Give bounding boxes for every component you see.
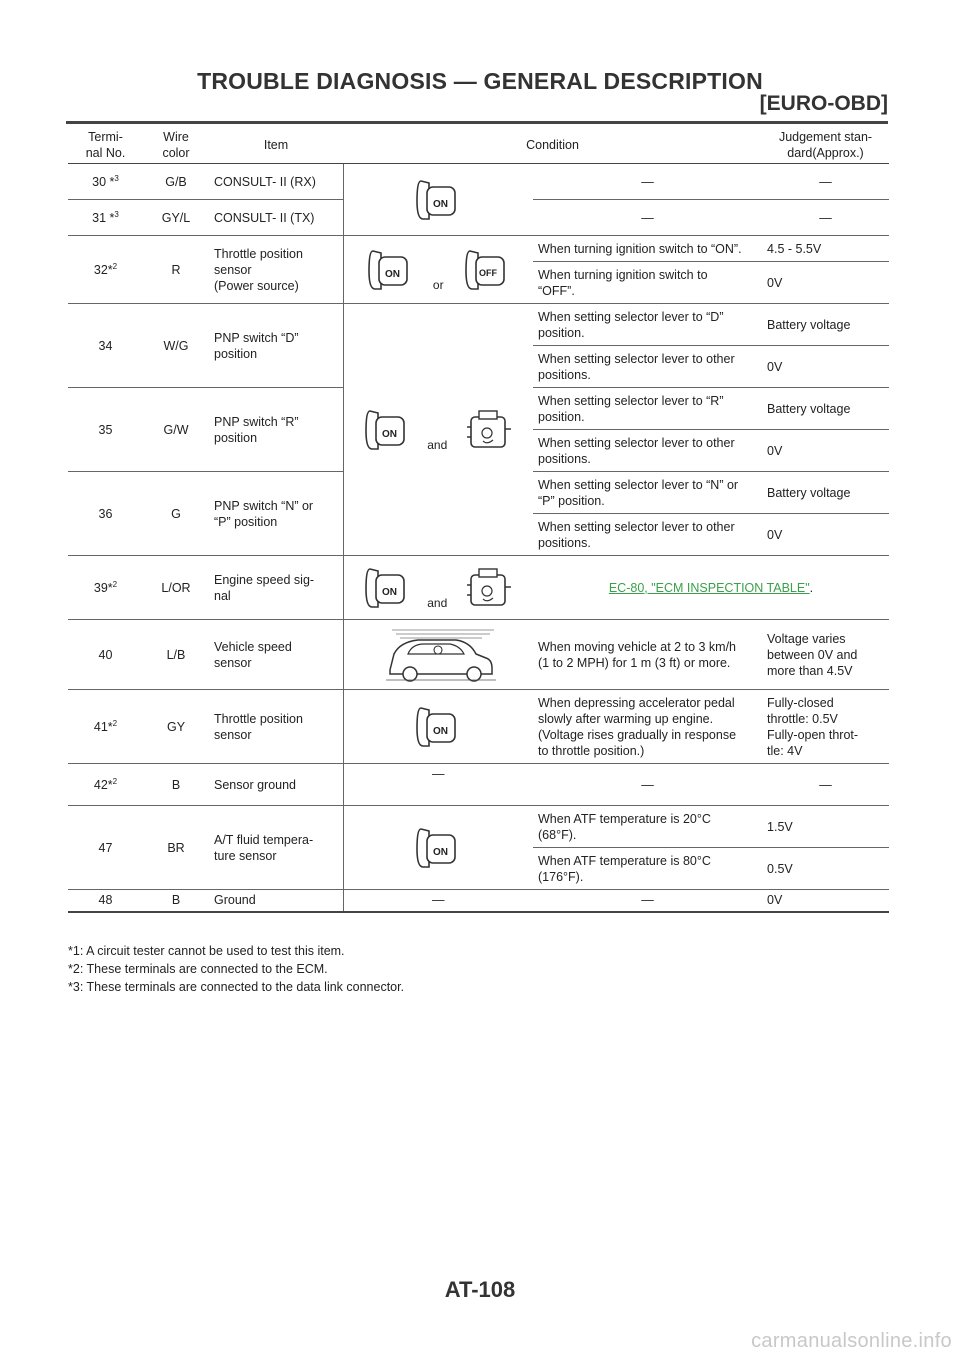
footnotes [68,942,404,996]
header-wire-color: Wire color [143,127,209,164]
wire-color-cell: GY [143,690,209,764]
item-cell: A/T fluid tempera- ture sensor [209,806,343,890]
terminal-cell: 39*$^2$ [68,556,143,620]
condition-cell: When setting selector lever to “N” or “P” position. [533,472,762,514]
page-title: TROUBLE DIAGNOSIS — GENERAL DESCRIPTION [197,68,763,94]
table-row [68,236,889,262]
terminal-cell: 34 [68,304,143,388]
judgement-cell: 1.5V [762,806,889,848]
table-header-row [68,127,889,164]
item-cell: CONSULT- II (RX) [209,164,343,200]
terminal-cell: 47 [68,806,143,890]
ignition-key-on-icon [367,247,413,293]
item-cell: Throttle position sensor [209,690,343,764]
footnote: *3: These terminals are connected to the data link connector. [68,980,405,994]
icon-join-text: and [427,437,448,452]
judgement-cell: Voltage varies between 0V and more than 4.5V [762,620,889,690]
ignition-key-off-icon [464,247,510,293]
wire-color-cell: W/G [143,304,209,388]
ignition-key-on-icon [364,565,410,611]
judgement-cell: — [762,200,889,236]
judgement-cell: 4.5 - 5.5V [762,236,889,262]
condition-icon-cell [343,236,533,304]
condition-icon-cell: — [343,764,533,806]
table-row [68,764,889,806]
table-row [68,164,889,200]
footnote: *1: A circuit tester cannot be used to test this item. [68,944,345,958]
wire-color-cell: B [143,890,209,912]
terminal-cell: 48 [68,890,143,912]
condition-cell: When turning ignition switch to “OFF”. [533,262,762,304]
terminal-cell: 35 [68,388,143,472]
condition-icon-cell [343,690,533,764]
wire-color-cell: G [143,472,209,556]
judgement-cell: 0V [762,890,889,912]
judgement-cell: 0V [762,430,889,472]
table-row [68,556,889,620]
vehicle-driving-icon [378,624,498,686]
table-row [68,304,889,346]
condition-cell: When setting selector lever to “D” position. [533,304,762,346]
condition-icon-cell: — [343,890,533,912]
condition-cell: — [533,890,762,912]
header-rule [66,121,888,124]
judgement-cell: Battery voltage [762,304,889,346]
table-row [68,890,889,912]
item-cell: CONSULT- II (TX) [209,200,343,236]
table-row [68,620,889,690]
condition-icon-cell [343,304,533,556]
section-tag: [EURO-OBD] [759,92,888,115]
ignition-key-on-icon [415,825,461,871]
condition-icon-cell [343,806,533,890]
table-row [68,690,889,764]
judgement-cell: Battery voltage [762,388,889,430]
engine-running-icon [465,407,513,453]
condition-cell: When depressing accelerator pedal slowly after warming up engine. (Voltage rises gradually in response to throttle position.) [533,690,762,764]
item-cell: PNP switch “D” position [209,304,343,388]
ecm-inspection-table-link[interactable]: EC-80, "ECM INSPECTION TABLE" [608,580,810,595]
terminal-cell: 42*$^2$ [68,764,143,806]
condition-cell: When setting selector lever to “R” position. [533,388,762,430]
judgement-cell: — [762,164,889,200]
judgement-cell: 0.5V [762,848,889,890]
terminal-cell: 32*$^2$ [68,236,143,304]
condition-cell: — [533,764,762,806]
ignition-key-on-icon [415,704,461,750]
header-condition: Condition [343,127,762,164]
judgement-cell: 0V [762,514,889,556]
footnote: *2: These terminals are connected to the ECM. [68,962,328,976]
terminal-table [68,127,889,913]
terminal-cell: 40 [68,620,143,690]
wire-color-cell: GY/L [143,200,209,236]
wire-color-cell: R [143,236,209,304]
terminal-cell: 36 [68,472,143,556]
item-cell: PNP switch “N” or “P” position [209,472,343,556]
terminal-cell: 41*$^2$ [68,690,143,764]
terminal-cell: 30 *$^3$ [68,164,143,200]
condition-cell: When setting selector lever to other positions. [533,346,762,388]
watermark: carmanualsonline.info [751,1330,952,1352]
condition-cell: When ATF temperature is 80°C (176°F). [533,848,762,890]
item-cell: Throttle position sensor (Power source) [209,236,343,304]
item-cell: Sensor ground [209,764,343,806]
judgement-cell: Battery voltage [762,472,889,514]
page-number: AT-108 [444,1277,516,1302]
wire-color-cell: G/B [143,164,209,200]
icon-join-text: and [427,595,448,610]
condition-cell: — [533,200,762,236]
wire-color-cell: BR [143,806,209,890]
judgement-cell: Fully-closed throttle: 0.5V Fully-open throt- tle: 4V [762,690,889,764]
item-cell: Engine speed sig- nal [209,556,343,620]
condition-cell: When ATF temperature is 20°C (68°F). [533,806,762,848]
icon-join-text: or [432,277,444,292]
item-cell: Vehicle speed sensor [209,620,343,690]
table-row [68,806,889,848]
condition-cell: When moving vehicle at 2 to 3 km/h (1 to 2 MPH) for 1 m (3 ft) or more. [533,620,762,690]
engine-running-icon [465,565,513,611]
ignition-key-on-icon [364,407,410,453]
judgement-cell: 0V [762,346,889,388]
header-judgement: Judgement stan- dard(Approx.) [762,127,889,164]
condition-cell: When setting selector lever to other positions. [533,514,762,556]
ignition-key-on-icon [415,177,461,223]
item-cell: PNP switch “R” position [209,388,343,472]
wire-color-cell: B [143,764,209,806]
header-terminal: Termi- nal No. [68,127,143,164]
condition-cell: — [533,164,762,200]
item-cell: Ground [209,890,343,912]
terminal-cell: 31 *$^3$ [68,200,143,236]
judgement-cell: 0V [762,262,889,304]
wire-color-cell: G/W [143,388,209,472]
condition-icon-cell [343,164,533,236]
condition-cell: When setting selector lever to other positions. [533,430,762,472]
wire-color-cell: L/OR [143,556,209,620]
condition-cell: When turning ignition switch to “ON”. [533,236,762,262]
condition-icon-cell [343,620,533,690]
wire-color-cell: L/B [143,620,209,690]
condition-icon-cell [343,556,533,620]
condition-cell: EC-80, "ECM INSPECTION TABLE". [533,556,889,620]
header-item: Item [209,127,343,164]
judgement-cell: — [762,764,889,806]
